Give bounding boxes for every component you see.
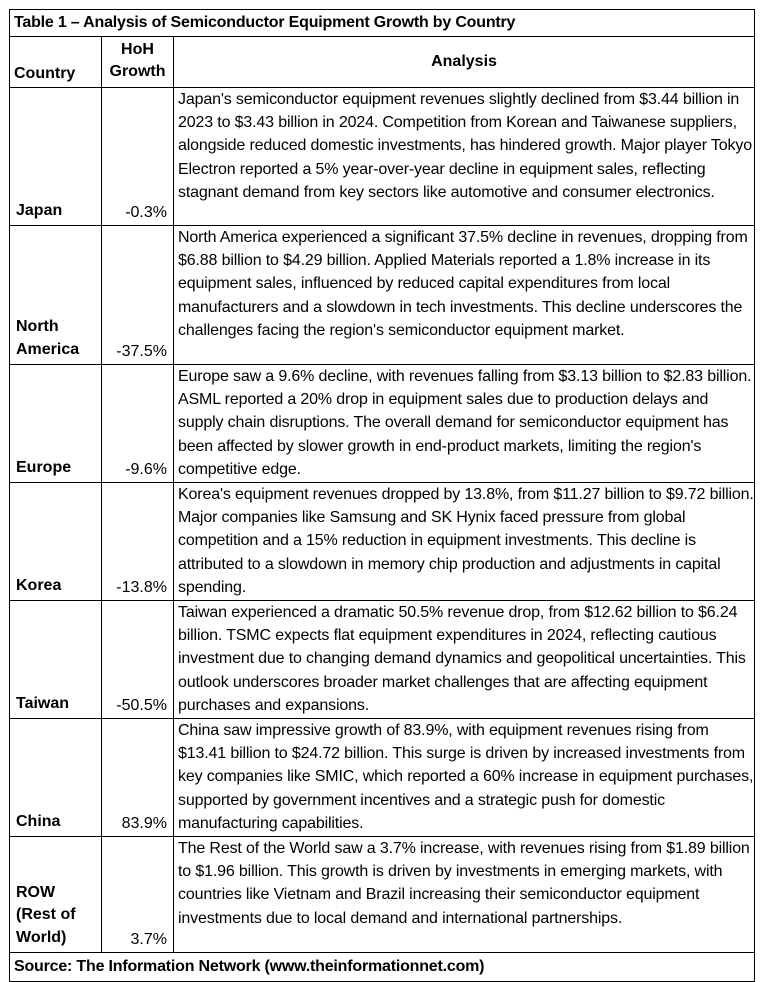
country-cell <box>10 226 102 365</box>
table-row-north-america <box>10 226 755 365</box>
header-country: Country <box>10 37 102 88</box>
country-cell: Korea <box>10 483 102 601</box>
table-row-korea <box>10 483 755 601</box>
country-line: America <box>16 340 80 358</box>
header-analysis: Analysis <box>174 37 755 88</box>
country-line: World) <box>16 928 67 946</box>
country-cell <box>10 837 102 953</box>
country-cell: Taiwan <box>10 601 102 719</box>
growth-cell: 3.7% <box>102 837 174 953</box>
table-row-taiwan <box>10 601 755 719</box>
table-row-row <box>10 837 755 953</box>
growth-cell: 83.9% <box>102 719 174 837</box>
analysis-cell: Korea's equipment revenues dropped by 13.8%, from $11.27 billion to $9.72 billion. Major companies like Samsung and SK Hynix faced pressure from global competition and a 15% reduction in equipment investments. This decline is attributed to a slowdown in memory chip production and adjustments in capital spending. <box>174 483 755 601</box>
growth-analysis-table <box>9 9 755 982</box>
analysis-cell: North America experienced a significant 37.5% decline in revenues, dropping from $6.88 billion to $4.29 billion. Applied Materials reported a 1.8% increase in its equipment sales, influenced by reduced capital expenditures from local manufacturers and a slowdown in tech investments. This decline underscores the challenges facing the region's semiconductor equipment market. <box>174 226 755 365</box>
country-line: (Rest of <box>16 906 76 924</box>
analysis-cell: The Rest of the World saw a 3.7% increase, with revenues rising from $1.89 billion to $1.96 billion. This growth is driven by investments in emerging markets, with countries like Vietnam and Brazil increasing their semiconductor equipment investments due to local demand and international partnerships. <box>174 837 755 953</box>
growth-cell: -37.5% <box>102 226 174 365</box>
table-row-europe <box>10 365 755 483</box>
table-title: Table 1 – Analysis of Semiconductor Equipment Growth by Country <box>10 10 755 37</box>
header-growth-line2: Growth <box>109 63 166 80</box>
table-container <box>9 9 754 982</box>
table-row-china <box>10 719 755 837</box>
growth-cell: -50.5% <box>102 601 174 719</box>
analysis-cell: Europe saw a 9.6% decline, with revenues falling from $3.13 billion to $2.83 billion. ASML reported a 20% drop in equipment sales due to production delays and supply chain disruptions. The overall demand for semiconductor equipment has been affected by slower growth in end-product markets, limiting the region's competitive edge. <box>174 365 755 483</box>
country-cell: Japan <box>10 88 102 226</box>
country-cell: China <box>10 719 102 837</box>
header-growth <box>102 37 174 88</box>
analysis-cell: Japan's semiconductor equipment revenues slightly declined from $3.44 billion in 2023 to $3.43 billion in 2024. Competition from Korean and Taiwanese suppliers, alongside reduced domestic investments, has hindered growth. Major player Tokyo Electron reported a 5% year-over-year decline in equipment sales, reflecting stagnant demand from key sectors like automotive and consumer electronics. <box>174 88 755 226</box>
analysis-cell: Taiwan experienced a dramatic 50.5% revenue drop, from $12.62 billion to $6.24 billion. TSMC expects flat equipment expenditures in 2024, reflecting cautious investment due to changing demand dynamics and geopolitical uncertainties. This outlook underscores broader market challenges that are affecting equipment purchases and expansions. <box>174 601 755 719</box>
header-growth-line1: HoH <box>121 41 154 58</box>
growth-cell: -0.3% <box>102 88 174 226</box>
header-row <box>10 37 755 88</box>
analysis-cell: China saw impressive growth of 83.9%, with equipment revenues rising from $13.41 billion to $24.72 billion. This surge is driven by increased investments from key companies like SMIC, which reported a 60% increase in equipment purchases, supported by government incentives and a strategic push for domestic manufacturing capabilities. <box>174 719 755 837</box>
growth-cell: -9.6% <box>102 365 174 483</box>
table-row-japan <box>10 88 755 226</box>
country-line: ROW <box>16 883 56 901</box>
country-line: North <box>16 318 59 335</box>
growth-cell: -13.8% <box>102 483 174 601</box>
source-note: Source: The Information Network (www.theinformationnet.com) <box>10 953 755 982</box>
country-cell: Europe <box>10 365 102 483</box>
